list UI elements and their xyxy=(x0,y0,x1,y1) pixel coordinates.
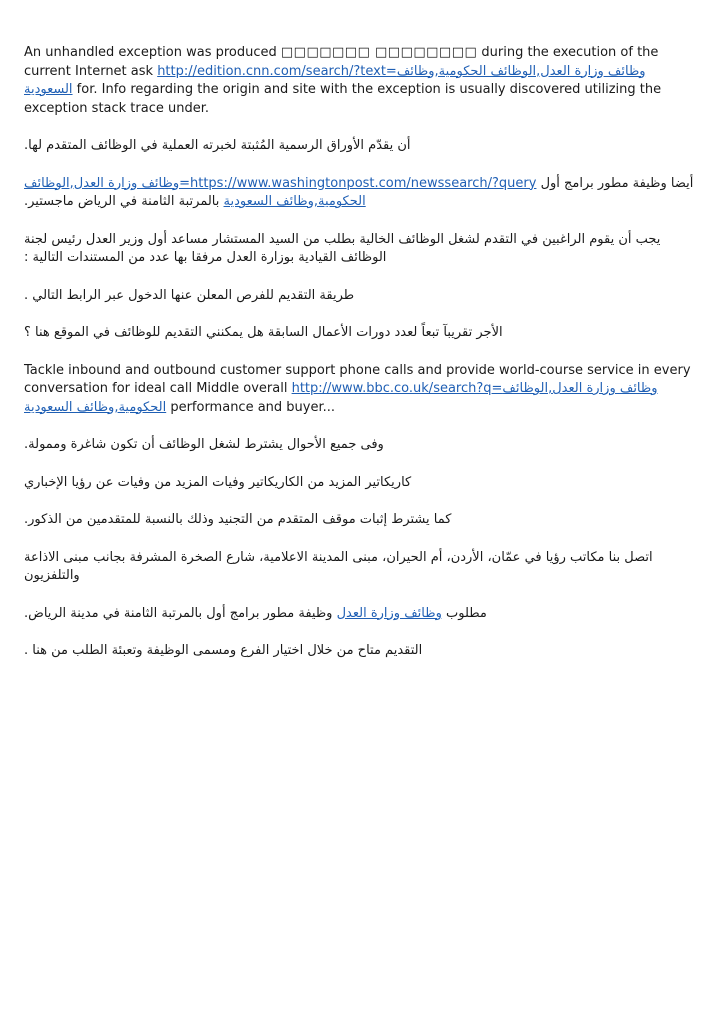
unrendered-glyph-boxes: □□□□□□□ □□□□□□□□ xyxy=(280,45,478,60)
developer-job-text-end: بالمرتبة الثامنة في الرياض ماجستير. xyxy=(24,194,224,209)
paragraph-application-request: يجب أن يقوم الراغبين في التقدم لشغل الوظائف الخالية بطلب من السيد المستشار مساعد أول وزير العدل رئيس لجنة الوظائف القيادية بوزارة العدل مرفقا بها عدد من المستندات التالية : xyxy=(24,231,661,265)
paragraph-vacancy-condition: وفى جميع الأحوال يشترط لشغل الوظائف أن تكون شاغرة وممولة. xyxy=(24,437,384,452)
exception-text-start: An unhandled exception was produced xyxy=(24,45,281,60)
paragraph-military-status: كما يشترط إثبات موقف المتقدم من التجنيد وذلك بالنسبة للمتقدمين من الذكور. xyxy=(24,512,452,527)
wanted-job-text-end: وظيفة مطور برامج أول بالمرتبة الثامنة في مدينة الرياض. xyxy=(24,605,337,621)
customer-support-text-end: performance and buyer... xyxy=(166,399,336,415)
paragraph-developer-job xyxy=(24,175,694,212)
paragraph-caricature-news: كاريكاتير المزيد من الكاريكاتير وفيات المزيد من وفيات عن رؤيا الإخباري xyxy=(24,474,412,490)
paragraph-documents-requirement: أن يقدّم الأوراق الرسمية المُثبتة لخبرته العملية في الوظائف المتقدم لها. xyxy=(24,138,411,153)
exception-paragraph xyxy=(24,44,694,118)
paragraph-application-method: طريقة التقديم للفرص المعلن عنها الدخول عبر الرابط التالي . xyxy=(24,287,355,303)
developer-job-text-start: أيضا وظيفة مطور برامج أول xyxy=(536,175,694,191)
wanted-job-text-start: مطلوب xyxy=(441,605,487,621)
customer-support-text-start: Tackle inbound and outbound customer support phone calls and provide world-course service in every conversation for ideal call Middle overall xyxy=(24,362,691,396)
bbc-search-link[interactable]: http://www.bbc.co.uk/search?q=وظائف وزارة العدل,الوظائف الحكومية,وظائف السعودية xyxy=(24,381,658,415)
paragraph-wanted-job xyxy=(24,605,694,624)
paragraph-contact-offices: اتصل بنا مكاتب رؤيا في عمّان، الأردن، أم الحيران، مبنى المدينة الاعلامية، شارع الصخرة المشرفة بجانب مبنى الاذاعة والتلفزيون xyxy=(24,549,653,583)
paragraph-apply-here: التقديم متاح من خلال اختيار الفرع ومسمى الوظيفة وتعبئة الطلب من هنا . xyxy=(24,643,423,658)
paragraph-salary-question: الأجر تقريبآ تبعاً لعدد دورات الأعمال السابقة هل يمكنني التقديم للوظائف في الموقع هنا ؟ xyxy=(24,325,503,340)
washingtonpost-search-link[interactable]: https://www.washingtonpost.com/newssearch/?query=وظائف وزارة العدل,الوظائف الحكومية,وظائف السعودية xyxy=(24,175,537,209)
exception-text-middle: during the execution of the current Internet ask xyxy=(24,45,659,79)
cnn-search-link[interactable]: http://edition.cnn.com/search/?text=وظائف وزارة العدل,الوظائف الحكومية,وظائف السعودية xyxy=(24,63,646,97)
ministry-jobs-link[interactable]: وظائف وزارة العدل xyxy=(336,605,442,621)
paragraph-customer-support xyxy=(24,362,694,418)
exception-text-end: for. Info regarding the origin and site with the exception is usually discovered utilizing the exception stack trace under. xyxy=(24,82,662,116)
